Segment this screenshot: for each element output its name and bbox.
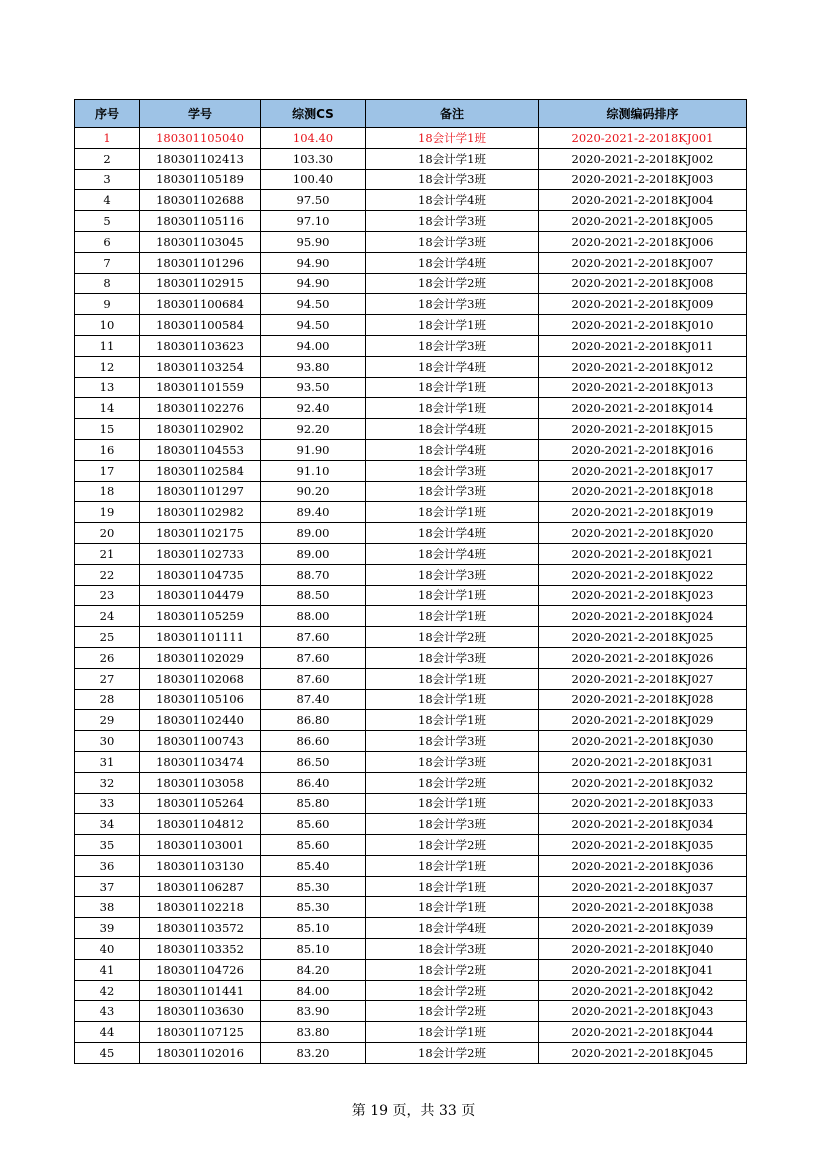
cell-ranking-code: 2020-2021-2-2018KJ018 (539, 481, 747, 502)
cell-student-id: 180301104726 (140, 959, 261, 980)
ranking-table (74, 99, 747, 1064)
cell-index: 45 (75, 1043, 140, 1064)
table-row (75, 419, 747, 440)
cell-ranking-code: 2020-2021-2-2018KJ028 (539, 689, 747, 710)
table-row (75, 335, 747, 356)
page-footer: 第 19 页，共 33 页 (351, 1103, 476, 1119)
cell-score: 87.60 (261, 668, 366, 689)
cell-score: 93.80 (261, 356, 366, 377)
table-row (75, 523, 747, 544)
cell-remark: 18会计学1班 (366, 148, 539, 169)
cell-remark: 18会计学1班 (366, 398, 539, 419)
cell-ranking-code: 2020-2021-2-2018KJ007 (539, 252, 747, 273)
cell-remark: 18会计学2班 (366, 980, 539, 1001)
cell-index: 21 (75, 543, 140, 564)
cell-score: 90.20 (261, 481, 366, 502)
cell-score: 85.30 (261, 897, 366, 918)
cell-score: 84.20 (261, 959, 366, 980)
cell-ranking-code: 2020-2021-2-2018KJ014 (539, 398, 747, 419)
cell-student-id: 180301101441 (140, 980, 261, 1001)
cell-index: 23 (75, 585, 140, 606)
cell-student-id: 180301101559 (140, 377, 261, 398)
cell-remark: 18会计学1班 (366, 668, 539, 689)
cell-ranking-code: 2020-2021-2-2018KJ010 (539, 315, 747, 336)
cell-index: 9 (75, 294, 140, 315)
cell-index: 38 (75, 897, 140, 918)
cell-student-id: 180301104553 (140, 439, 261, 460)
cell-score: 85.60 (261, 814, 366, 835)
cell-student-id: 180301102218 (140, 897, 261, 918)
cell-score: 86.50 (261, 751, 366, 772)
cell-remark: 18会计学4班 (366, 356, 539, 377)
cell-remark: 18会计学2班 (366, 1001, 539, 1022)
cell-index: 30 (75, 731, 140, 752)
cell-ranking-code: 2020-2021-2-2018KJ040 (539, 939, 747, 960)
cell-ranking-code: 2020-2021-2-2018KJ035 (539, 835, 747, 856)
cell-student-id: 180301103058 (140, 772, 261, 793)
cell-index: 11 (75, 335, 140, 356)
cell-student-id: 180301102016 (140, 1043, 261, 1064)
cell-remark: 18会计学1班 (366, 897, 539, 918)
table-row (75, 543, 747, 564)
cell-index: 41 (75, 959, 140, 980)
cell-student-id: 180301104735 (140, 564, 261, 585)
cell-ranking-code: 2020-2021-2-2018KJ038 (539, 897, 747, 918)
cell-ranking-code: 2020-2021-2-2018KJ015 (539, 419, 747, 440)
header-remark: 备注 (366, 100, 539, 128)
cell-student-id: 180301105106 (140, 689, 261, 710)
cell-ranking-code: 2020-2021-2-2018KJ030 (539, 731, 747, 752)
cell-score: 103.30 (261, 148, 366, 169)
cell-index: 42 (75, 980, 140, 1001)
cell-index: 26 (75, 647, 140, 668)
cell-student-id: 180301102688 (140, 190, 261, 211)
cell-score: 85.10 (261, 939, 366, 960)
cell-student-id: 180301102029 (140, 647, 261, 668)
cell-ranking-code: 2020-2021-2-2018KJ019 (539, 502, 747, 523)
cell-score: 86.40 (261, 772, 366, 793)
table-row (75, 356, 747, 377)
table-row (75, 668, 747, 689)
cell-index: 24 (75, 606, 140, 627)
cell-remark: 18会计学3班 (366, 939, 539, 960)
table-row (75, 273, 747, 294)
cell-ranking-code: 2020-2021-2-2018KJ036 (539, 855, 747, 876)
cell-remark: 18会计学2班 (366, 835, 539, 856)
cell-score: 94.00 (261, 335, 366, 356)
cell-index: 13 (75, 377, 140, 398)
cell-remark: 18会计学3班 (366, 231, 539, 252)
cell-index: 12 (75, 356, 140, 377)
cell-ranking-code: 2020-2021-2-2018KJ025 (539, 627, 747, 648)
table-row (75, 1022, 747, 1043)
table-row (75, 689, 747, 710)
cell-index: 16 (75, 439, 140, 460)
cell-remark: 18会计学2班 (366, 959, 539, 980)
cell-index: 43 (75, 1001, 140, 1022)
cell-score: 92.40 (261, 398, 366, 419)
cell-ranking-code: 2020-2021-2-2018KJ022 (539, 564, 747, 585)
cell-student-id: 180301104812 (140, 814, 261, 835)
cell-index: 8 (75, 273, 140, 294)
table-body (75, 128, 747, 1064)
cell-remark: 18会计学1班 (366, 502, 539, 523)
cell-score: 84.00 (261, 980, 366, 1001)
cell-student-id: 180301100743 (140, 731, 261, 752)
header-score: 综测CS (261, 100, 366, 128)
cell-index: 31 (75, 751, 140, 772)
table-row (75, 876, 747, 897)
cell-remark: 18会计学1班 (366, 315, 539, 336)
cell-student-id: 180301103474 (140, 751, 261, 772)
cell-index: 35 (75, 835, 140, 856)
cell-ranking-code: 2020-2021-2-2018KJ045 (539, 1043, 747, 1064)
cell-student-id: 180301102915 (140, 273, 261, 294)
cell-ranking-code: 2020-2021-2-2018KJ001 (539, 128, 747, 149)
cell-student-id: 180301100584 (140, 315, 261, 336)
cell-score: 94.50 (261, 315, 366, 336)
cell-remark: 18会计学2班 (366, 273, 539, 294)
cell-remark: 18会计学4班 (366, 523, 539, 544)
cell-student-id: 180301102276 (140, 398, 261, 419)
cell-student-id: 180301102733 (140, 543, 261, 564)
cell-student-id: 180301105189 (140, 169, 261, 190)
table-row (75, 169, 747, 190)
cell-ranking-code: 2020-2021-2-2018KJ008 (539, 273, 747, 294)
cell-ranking-code: 2020-2021-2-2018KJ023 (539, 585, 747, 606)
cell-student-id: 180301102068 (140, 668, 261, 689)
cell-student-id: 180301103254 (140, 356, 261, 377)
table-row (75, 897, 747, 918)
cell-ranking-code: 2020-2021-2-2018KJ032 (539, 772, 747, 793)
cell-ranking-code: 2020-2021-2-2018KJ027 (539, 668, 747, 689)
cell-ranking-code: 2020-2021-2-2018KJ029 (539, 710, 747, 731)
cell-index: 1 (75, 128, 140, 149)
cell-remark: 18会计学4班 (366, 439, 539, 460)
cell-ranking-code: 2020-2021-2-2018KJ044 (539, 1022, 747, 1043)
cell-score: 88.00 (261, 606, 366, 627)
cell-index: 6 (75, 231, 140, 252)
cell-remark: 18会计学3班 (366, 731, 539, 752)
cell-remark: 18会计学4班 (366, 190, 539, 211)
cell-student-id: 180301102175 (140, 523, 261, 544)
cell-index: 33 (75, 793, 140, 814)
cell-student-id: 180301100684 (140, 294, 261, 315)
cell-index: 20 (75, 523, 140, 544)
cell-remark: 18会计学3班 (366, 460, 539, 481)
cell-score: 89.40 (261, 502, 366, 523)
cell-student-id: 180301103630 (140, 1001, 261, 1022)
cell-score: 85.10 (261, 918, 366, 939)
cell-ranking-code: 2020-2021-2-2018KJ009 (539, 294, 747, 315)
cell-remark: 18会计学1班 (366, 585, 539, 606)
cell-student-id: 180301105040 (140, 128, 261, 149)
cell-score: 94.90 (261, 252, 366, 273)
table-row (75, 460, 747, 481)
cell-ranking-code: 2020-2021-2-2018KJ017 (539, 460, 747, 481)
table-row (75, 731, 747, 752)
cell-score: 88.70 (261, 564, 366, 585)
cell-score: 100.40 (261, 169, 366, 190)
table-row (75, 481, 747, 502)
cell-student-id: 180301102902 (140, 419, 261, 440)
table-row (75, 211, 747, 232)
cell-ranking-code: 2020-2021-2-2018KJ011 (539, 335, 747, 356)
cell-remark: 18会计学3班 (366, 481, 539, 502)
table-row (75, 980, 747, 1001)
cell-student-id: 180301101111 (140, 627, 261, 648)
cell-remark: 18会计学3班 (366, 814, 539, 835)
cell-index: 25 (75, 627, 140, 648)
cell-remark: 18会计学1班 (366, 606, 539, 627)
cell-index: 17 (75, 460, 140, 481)
cell-index: 7 (75, 252, 140, 273)
cell-index: 28 (75, 689, 140, 710)
cell-index: 19 (75, 502, 140, 523)
table-row (75, 647, 747, 668)
table-row (75, 855, 747, 876)
cell-score: 92.20 (261, 419, 366, 440)
table-row (75, 793, 747, 814)
cell-remark: 18会计学1班 (366, 128, 539, 149)
cell-score: 87.60 (261, 627, 366, 648)
cell-student-id: 180301103572 (140, 918, 261, 939)
cell-student-id: 180301105116 (140, 211, 261, 232)
cell-student-id: 180301103130 (140, 855, 261, 876)
cell-index: 44 (75, 1022, 140, 1043)
cell-index: 3 (75, 169, 140, 190)
cell-index: 15 (75, 419, 140, 440)
cell-ranking-code: 2020-2021-2-2018KJ031 (539, 751, 747, 772)
cell-index: 37 (75, 876, 140, 897)
cell-remark: 18会计学3班 (366, 169, 539, 190)
cell-remark: 18会计学2班 (366, 772, 539, 793)
table-row (75, 1043, 747, 1064)
cell-score: 91.10 (261, 460, 366, 481)
cell-score: 89.00 (261, 523, 366, 544)
cell-remark: 18会计学1班 (366, 855, 539, 876)
cell-remark: 18会计学1班 (366, 1022, 539, 1043)
cell-remark: 18会计学1班 (366, 710, 539, 731)
cell-score: 93.50 (261, 377, 366, 398)
table-header-row (75, 100, 747, 128)
cell-remark: 18会计学1班 (366, 377, 539, 398)
cell-student-id: 180301104479 (140, 585, 261, 606)
cell-remark: 18会计学3班 (366, 564, 539, 585)
cell-score: 97.10 (261, 211, 366, 232)
table-row (75, 398, 747, 419)
cell-ranking-code: 2020-2021-2-2018KJ024 (539, 606, 747, 627)
cell-remark: 18会计学3班 (366, 294, 539, 315)
cell-index: 40 (75, 939, 140, 960)
cell-student-id: 180301105259 (140, 606, 261, 627)
table-row (75, 814, 747, 835)
cell-score: 91.90 (261, 439, 366, 460)
table-row (75, 835, 747, 856)
cell-remark: 18会计学4班 (366, 543, 539, 564)
cell-remark: 18会计学4班 (366, 419, 539, 440)
cell-score: 95.90 (261, 231, 366, 252)
cell-score: 104.40 (261, 128, 366, 149)
cell-ranking-code: 2020-2021-2-2018KJ037 (539, 876, 747, 897)
table-row (75, 585, 747, 606)
table-row (75, 939, 747, 960)
table-row (75, 627, 747, 648)
cell-score: 86.80 (261, 710, 366, 731)
cell-ranking-code: 2020-2021-2-2018KJ012 (539, 356, 747, 377)
cell-remark: 18会计学1班 (366, 876, 539, 897)
cell-score: 94.90 (261, 273, 366, 294)
table-row (75, 190, 747, 211)
cell-remark: 18会计学4班 (366, 918, 539, 939)
table-row (75, 606, 747, 627)
cell-ranking-code: 2020-2021-2-2018KJ034 (539, 814, 747, 835)
cell-remark: 18会计学3班 (366, 335, 539, 356)
cell-index: 14 (75, 398, 140, 419)
table-row (75, 502, 747, 523)
cell-ranking-code: 2020-2021-2-2018KJ020 (539, 523, 747, 544)
table-row (75, 918, 747, 939)
table-row (75, 959, 747, 980)
cell-index: 32 (75, 772, 140, 793)
cell-index: 29 (75, 710, 140, 731)
cell-ranking-code: 2020-2021-2-2018KJ006 (539, 231, 747, 252)
cell-student-id: 180301102413 (140, 148, 261, 169)
cell-remark: 18会计学3班 (366, 211, 539, 232)
cell-index: 2 (75, 148, 140, 169)
cell-remark: 18会计学4班 (366, 252, 539, 273)
cell-index: 22 (75, 564, 140, 585)
cell-index: 39 (75, 918, 140, 939)
table-row (75, 294, 747, 315)
table-row (75, 710, 747, 731)
cell-ranking-code: 2020-2021-2-2018KJ021 (539, 543, 747, 564)
cell-student-id: 180301102440 (140, 710, 261, 731)
cell-remark: 18会计学2班 (366, 1043, 539, 1064)
cell-score: 88.50 (261, 585, 366, 606)
table-row (75, 564, 747, 585)
cell-student-id: 180301103623 (140, 335, 261, 356)
cell-ranking-code: 2020-2021-2-2018KJ039 (539, 918, 747, 939)
cell-score: 94.50 (261, 294, 366, 315)
cell-score: 89.00 (261, 543, 366, 564)
cell-ranking-code: 2020-2021-2-2018KJ016 (539, 439, 747, 460)
cell-student-id: 180301106287 (140, 876, 261, 897)
cell-remark: 18会计学1班 (366, 689, 539, 710)
header-student-id: 学号 (140, 100, 261, 128)
cell-score: 87.40 (261, 689, 366, 710)
cell-score: 83.80 (261, 1022, 366, 1043)
cell-remark: 18会计学3班 (366, 751, 539, 772)
cell-index: 27 (75, 668, 140, 689)
table-row (75, 751, 747, 772)
table-row (75, 772, 747, 793)
cell-score: 87.60 (261, 647, 366, 668)
cell-student-id: 180301107125 (140, 1022, 261, 1043)
cell-index: 4 (75, 190, 140, 211)
cell-student-id: 180301103352 (140, 939, 261, 960)
cell-ranking-code: 2020-2021-2-2018KJ041 (539, 959, 747, 980)
cell-ranking-code: 2020-2021-2-2018KJ005 (539, 211, 747, 232)
table-row (75, 148, 747, 169)
cell-score: 85.40 (261, 855, 366, 876)
cell-remark: 18会计学2班 (366, 627, 539, 648)
header-index: 序号 (75, 100, 140, 128)
cell-score: 83.20 (261, 1043, 366, 1064)
cell-ranking-code: 2020-2021-2-2018KJ026 (539, 647, 747, 668)
cell-ranking-code: 2020-2021-2-2018KJ033 (539, 793, 747, 814)
cell-score: 85.60 (261, 835, 366, 856)
cell-student-id: 180301101297 (140, 481, 261, 502)
cell-student-id: 180301102584 (140, 460, 261, 481)
cell-student-id: 180301103001 (140, 835, 261, 856)
cell-index: 5 (75, 211, 140, 232)
table-row (75, 128, 747, 149)
cell-index: 18 (75, 481, 140, 502)
cell-score: 83.90 (261, 1001, 366, 1022)
table-row (75, 315, 747, 336)
cell-score: 97.50 (261, 190, 366, 211)
cell-ranking-code: 2020-2021-2-2018KJ042 (539, 980, 747, 1001)
cell-ranking-code: 2020-2021-2-2018KJ043 (539, 1001, 747, 1022)
cell-student-id: 180301103045 (140, 231, 261, 252)
cell-ranking-code: 2020-2021-2-2018KJ013 (539, 377, 747, 398)
cell-index: 10 (75, 315, 140, 336)
cell-index: 34 (75, 814, 140, 835)
cell-remark: 18会计学3班 (366, 647, 539, 668)
table-row (75, 377, 747, 398)
cell-ranking-code: 2020-2021-2-2018KJ003 (539, 169, 747, 190)
cell-ranking-code: 2020-2021-2-2018KJ002 (539, 148, 747, 169)
table-row (75, 439, 747, 460)
cell-score: 85.80 (261, 793, 366, 814)
cell-student-id: 180301102982 (140, 502, 261, 523)
table-row (75, 1001, 747, 1022)
header-ranking-code: 综测编码排序 (539, 100, 747, 128)
cell-student-id: 180301101296 (140, 252, 261, 273)
cell-student-id: 180301105264 (140, 793, 261, 814)
cell-ranking-code: 2020-2021-2-2018KJ004 (539, 190, 747, 211)
cell-score: 86.60 (261, 731, 366, 752)
table-row (75, 252, 747, 273)
cell-index: 36 (75, 855, 140, 876)
cell-score: 85.30 (261, 876, 366, 897)
cell-remark: 18会计学1班 (366, 793, 539, 814)
table-row (75, 231, 747, 252)
